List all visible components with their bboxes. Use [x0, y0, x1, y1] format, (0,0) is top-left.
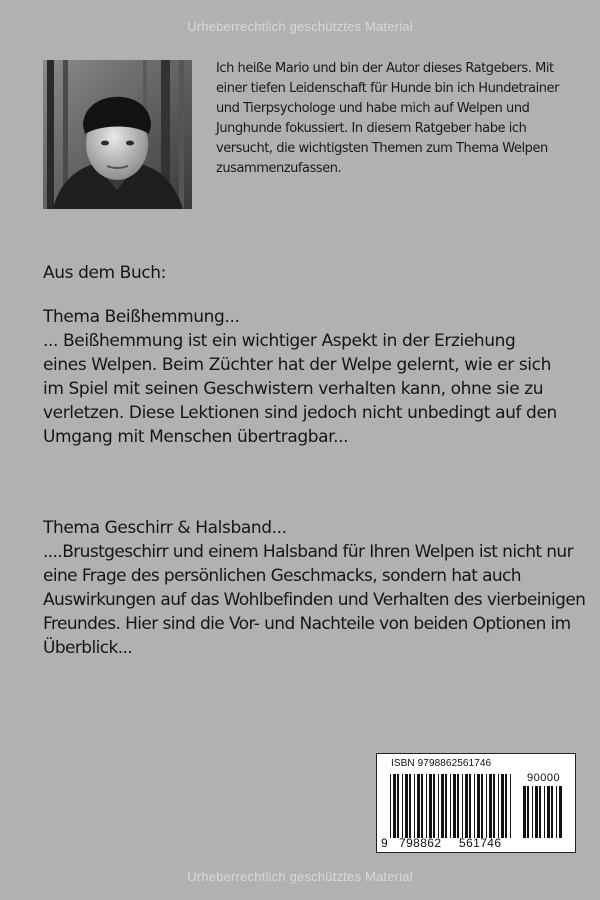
- isbn-barcode: [376, 753, 576, 853]
- barcode-bar: [523, 786, 526, 838]
- barcode-bar: [547, 786, 550, 838]
- barcode-bar: [450, 774, 451, 838]
- barcode-bar: [453, 774, 456, 838]
- barcode-bar: [397, 774, 399, 838]
- barcode-bar: [441, 774, 444, 838]
- barcode-bar: [551, 786, 553, 838]
- barcode-bar: [535, 786, 538, 838]
- topic-title: Thema Beißhemmung...: [43, 307, 240, 327]
- isbn-label: ISBN 9798862561746: [391, 758, 492, 769]
- copyright-watermark-top: Urheberrechtlich geschütztes Material: [187, 19, 413, 34]
- barcode-bar: [486, 774, 487, 838]
- barcode-bar: [498, 774, 499, 838]
- excerpts-heading: Aus dem Buch:: [43, 263, 166, 283]
- copyright-watermark-bottom: Urheberrechtlich geschütztes Material: [187, 869, 413, 884]
- barcode-bar: [505, 774, 507, 838]
- author-bio: Ich heiße Mario und bin der Autor dieses Ratgebers. Mit einer tiefen Leidenschaft für Hunde bin ich Hundetrainer und Tierpsychologe und habe mich auf Welpen und Junghunde fokussiert. In diesem Ratgeber habe ich versucht, die wichtigsten Themen zum Thema Welpen zusammenzufassen.: [216, 61, 559, 176]
- barcode-bar: [477, 774, 480, 838]
- barcode-bar: [457, 774, 459, 838]
- barcode-bar: [462, 774, 463, 838]
- barcode-bar: [469, 774, 471, 838]
- barcode-bar: [429, 774, 432, 838]
- addon-barcode-bars: [523, 786, 563, 838]
- barcode-bar: [414, 774, 415, 838]
- barcode-digits-right: 561746: [459, 836, 502, 850]
- barcode-bar: [510, 774, 511, 838]
- price-code: 90000: [527, 772, 561, 784]
- barcode-bar: [481, 774, 483, 838]
- barcode-bar: [489, 774, 492, 838]
- barcode-bar: [493, 774, 495, 838]
- barcode-bar: [393, 774, 396, 838]
- barcode-digit-lead: 9: [381, 836, 389, 850]
- barcode-bar: [417, 774, 420, 838]
- barcode-bar: [556, 786, 557, 838]
- barcode-bar: [559, 786, 562, 838]
- topic-title: Thema Geschirr & Halsband...: [43, 518, 287, 538]
- barcode-bar: [501, 774, 504, 838]
- barcode-bar: [474, 774, 475, 838]
- barcode-bar: [405, 774, 408, 838]
- barcode-bar: [532, 786, 533, 838]
- barcode-bar: [445, 774, 447, 838]
- barcode-bar: [421, 774, 423, 838]
- barcode-bar: [438, 774, 439, 838]
- barcode-bar: [390, 774, 391, 838]
- barcode-bar: [539, 786, 541, 838]
- barcode-bar: [465, 774, 468, 838]
- barcode-bar: [433, 774, 435, 838]
- topic-text: ... Beißhemmung ist ein wichtiger Aspekt in der Erziehung eines Welpen. Beim Züchter hat der Welpe gelernt, wie er sich im Spiel mit seinen Geschwistern verhalten kann, ohne sie zu verletzen. Diese Lektionen sind jedoch nicht unbedingt auf den Umgang mit Menschen übertragbar...: [43, 331, 557, 447]
- topic-text: ....Brustgeschirr und einem Halsband für Ihren Welpen ist nicht nur eine Frage des persönlichen Geschmacks, sondern hat auch Auswirkungen auf das Wohlbefinden und Verhalten des vierbeinigen Freundes. Hier sind die Vor- und Nachteile von beiden Optionen im Überblick...: [43, 542, 586, 658]
- ean-barcode-bars: [390, 774, 514, 838]
- barcode-bar: [409, 774, 411, 838]
- barcode-bar: [544, 786, 545, 838]
- barcode-digits-left: 798862: [399, 836, 442, 850]
- barcode-bar: [402, 774, 403, 838]
- author-photo: [43, 60, 192, 209]
- barcode-bar: [426, 774, 427, 838]
- barcode-bar: [527, 786, 529, 838]
- author-portrait-image: [43, 60, 192, 209]
